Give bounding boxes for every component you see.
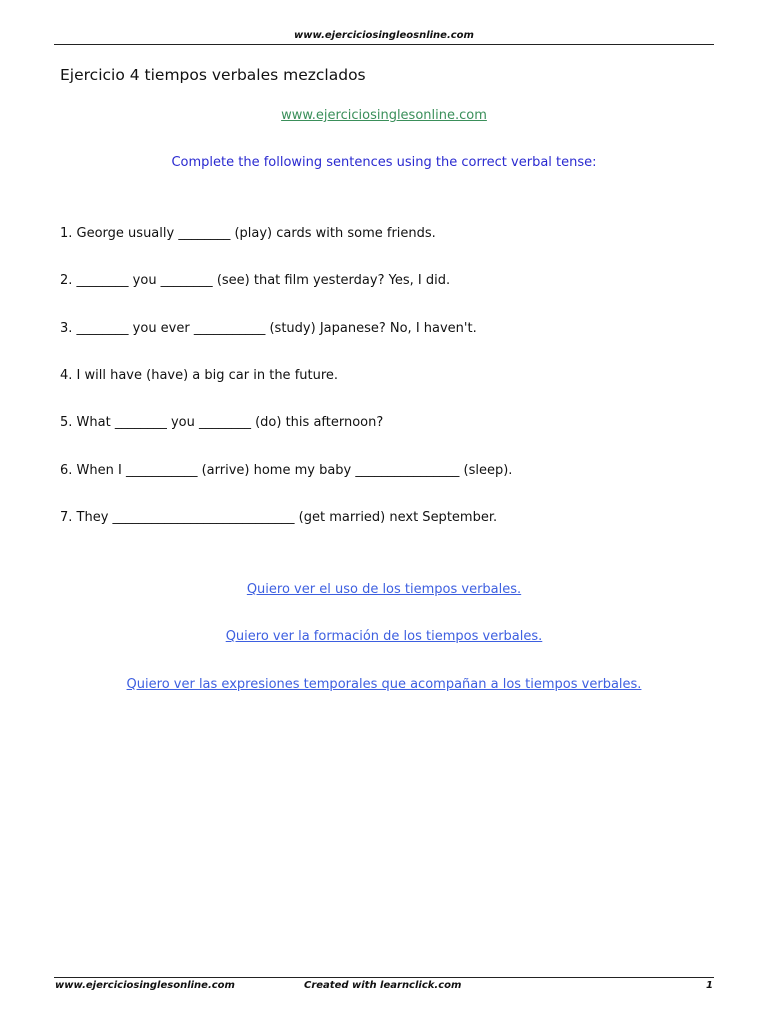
page-title: Ejercicio 4 tiempos verbales mezclados	[60, 66, 366, 84]
link-uso-tiempos-verbales[interactable]: Quiero ver el uso de los tiempos verbales.	[246, 582, 522, 597]
footer-page-number: 1	[706, 980, 713, 991]
question-3: 3. ________ you ever ___________ (study) Japanese? No, I haven't.	[60, 321, 477, 336]
link-expresiones-temporales[interactable]: Quiero ver las expresiones temporales que acompañan a los tiempos verbales.	[126, 677, 642, 692]
question-4: 4. I will have (have) a big car in the future.	[60, 368, 339, 383]
link-formacion-tiempos-verbales[interactable]: Quiero ver la formación de los tiempos verbales.	[225, 629, 543, 644]
header-divider	[54, 44, 714, 45]
question-1: 1. George usually ________ (play) cards with some friends.	[60, 226, 436, 241]
question-6: 6. When I ___________ (arrive) home my baby ________________ (sleep).	[60, 463, 513, 478]
question-5: 5. What ________ you ________ (do) this afternoon?	[60, 415, 384, 430]
footer-site: www.ejerciciosinglesonline.com	[55, 980, 235, 991]
site-link[interactable]: www.ejerciciosinglesonline.com	[281, 108, 487, 123]
header-url: www.ejerciciosingleosnline.com	[294, 30, 474, 41]
question-2: 2. ________ you ________ (see) that film yesterday? Yes, I did.	[60, 273, 451, 288]
instructions-text: Complete the following sentences using the correct verbal tense:	[171, 155, 597, 170]
footer-credit: Created with learnclick.com	[304, 980, 462, 991]
question-7: 7. They ____________________________ (get married) next September.	[60, 510, 498, 525]
footer-divider	[54, 977, 714, 978]
